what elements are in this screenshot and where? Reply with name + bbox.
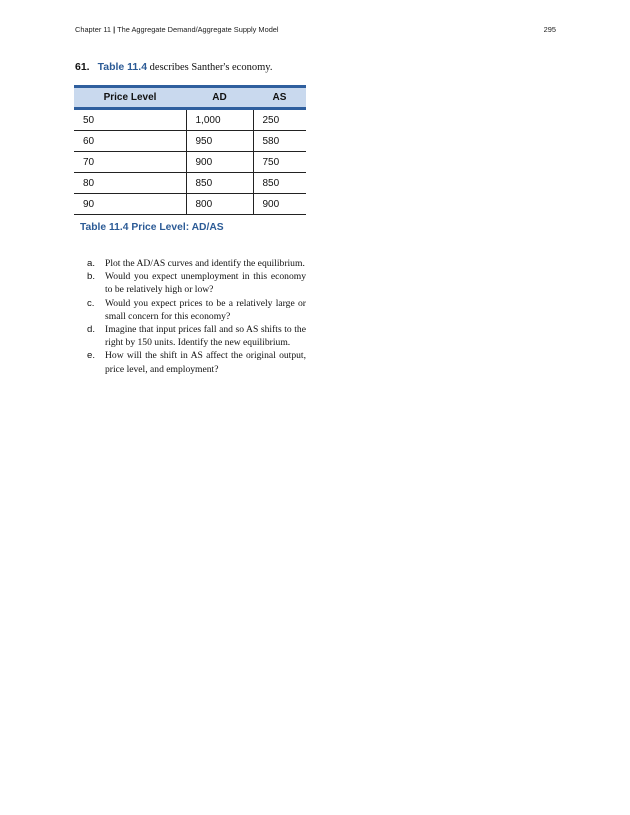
table-row: [74, 131, 306, 152]
page-number: 295: [543, 25, 556, 34]
cell-ad: 950: [186, 131, 253, 152]
table-row: [74, 194, 306, 215]
table-row: [74, 109, 306, 131]
cell-price-level: 70: [74, 152, 186, 173]
problem-number: 61.: [75, 61, 90, 73]
part-label: e.: [87, 350, 96, 362]
cell-as: 580: [253, 131, 306, 152]
chapter-title: The Aggregate Demand/Aggregate Supply Model: [117, 25, 279, 34]
column-header-ad: AD: [186, 87, 253, 109]
cell-as: 750: [253, 152, 306, 173]
cell-ad: 1,000: [186, 109, 253, 131]
cell-ad: 900: [186, 152, 253, 173]
table-header-row: [74, 87, 306, 109]
table-caption: Table 11.4 Price Level: AD/AS: [80, 222, 224, 233]
list-item: [87, 349, 306, 375]
chapter-label: Chapter 11: [75, 25, 112, 34]
table-row: [74, 152, 306, 173]
part-label: b.: [87, 271, 96, 283]
part-text: Imagine that input prices fall and so AS shifts to the right by 150 units. Identify the new equilibrium.: [105, 324, 306, 349]
header-separator: |: [113, 25, 116, 34]
part-label: a.: [87, 258, 96, 269]
list-item: [87, 257, 306, 270]
column-header-price-level: Price Level: [74, 87, 186, 109]
list-item: [87, 323, 306, 349]
cell-ad: 800: [186, 194, 253, 215]
column-header-as: AS: [253, 87, 306, 109]
page-header: [75, 25, 556, 34]
cell-as: 850: [253, 173, 306, 194]
part-label: d.: [87, 324, 96, 336]
cell-as: 900: [253, 194, 306, 215]
cell-as: 250: [253, 109, 306, 131]
cell-price-level: 80: [74, 173, 186, 194]
part-text: How will the shift in AS affect the original output, price level, and employment?: [105, 350, 306, 375]
list-item: [87, 270, 306, 296]
cell-price-level: 90: [74, 194, 186, 215]
problem-statement: [75, 61, 272, 73]
question-parts-list: [87, 257, 306, 376]
list-item: [87, 297, 306, 323]
running-title: [75, 25, 279, 34]
table-row: [74, 173, 306, 194]
table-reference-link[interactable]: Table 11.4: [97, 61, 148, 73]
part-text: Would you expect unemployment in this economy to be relatively high or low?: [105, 271, 306, 296]
problem-text: describes Santher's economy.: [147, 62, 273, 73]
part-label: c.: [87, 297, 95, 309]
cell-ad: 850: [186, 173, 253, 194]
part-text: Plot the AD/AS curves and identify the equilibrium.: [105, 258, 305, 269]
cell-price-level: 60: [74, 131, 186, 152]
price-level-table: [74, 85, 306, 215]
cell-price-level: 50: [74, 109, 186, 131]
part-text: Would you expect prices to be a relatively large or small concern for this economy?: [105, 297, 306, 322]
